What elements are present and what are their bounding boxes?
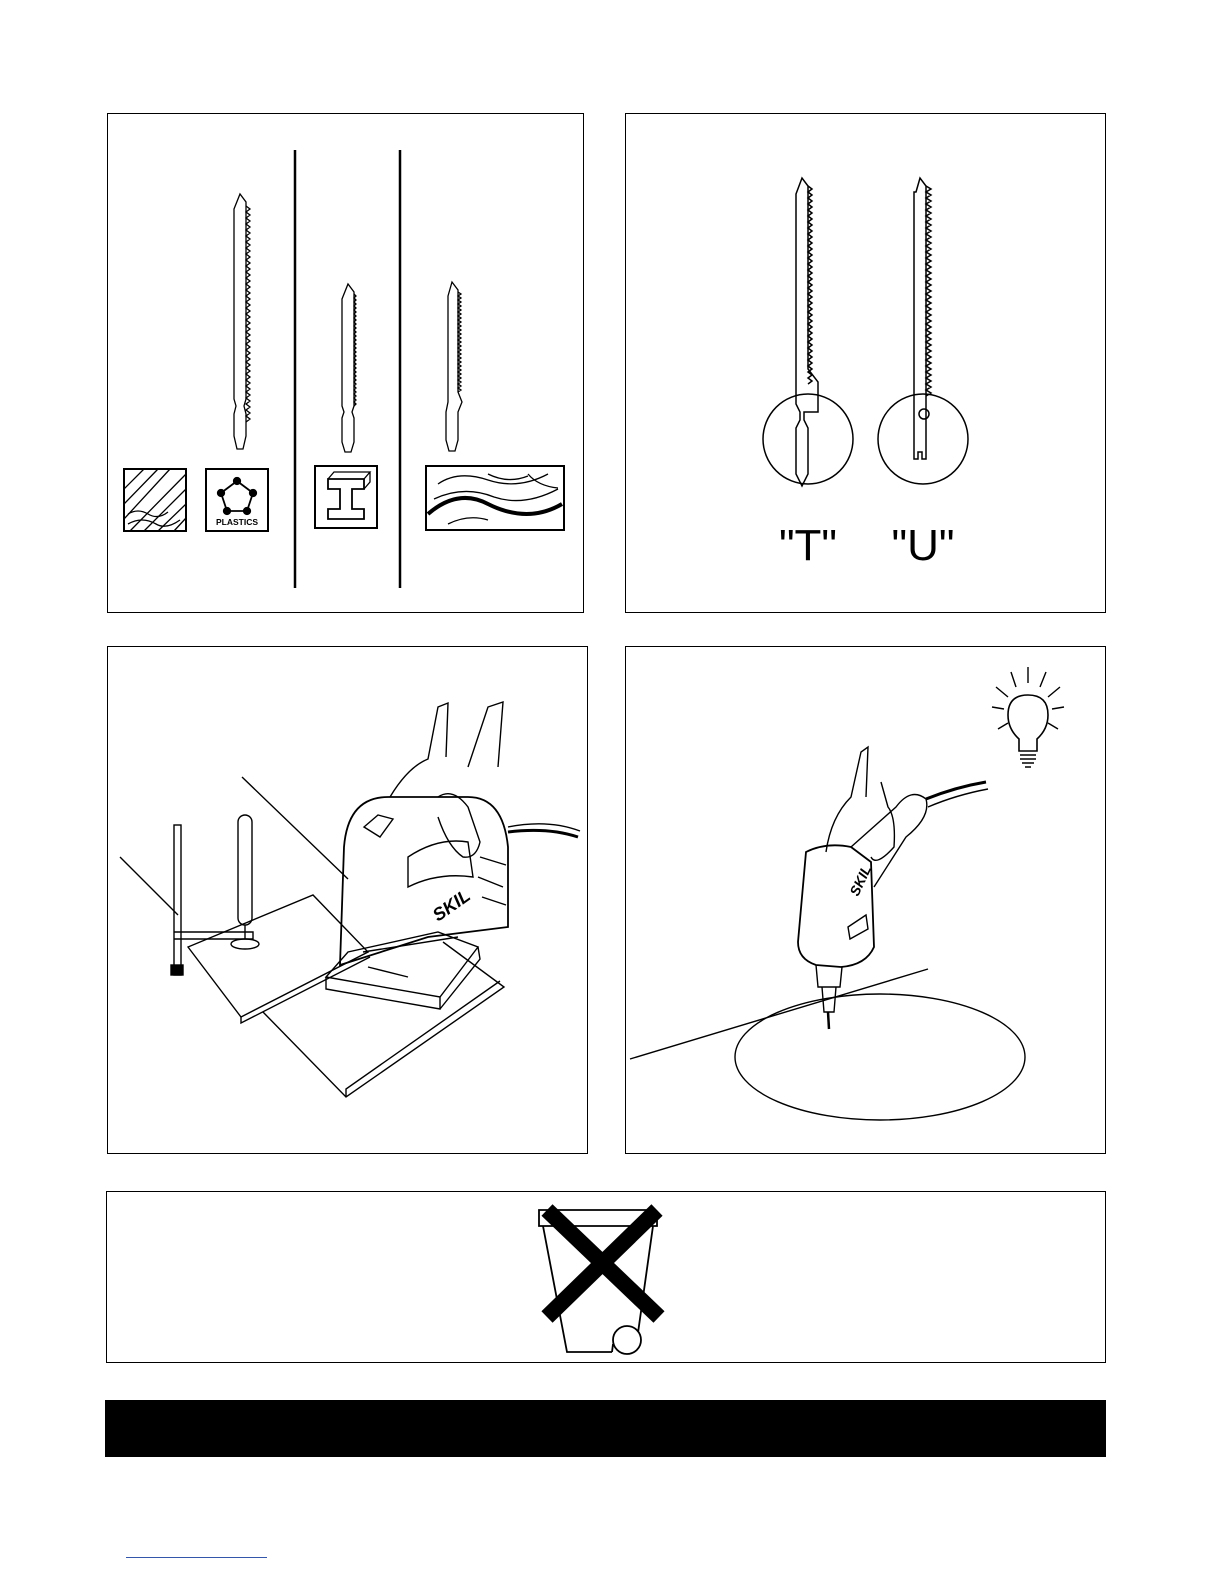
figure-jigsaw-cutting [107,646,588,1154]
light-bulb-icon [992,667,1064,767]
clamp-icon [171,815,259,975]
drill-lamp-illustration [626,647,1107,1155]
lower-board [263,942,504,1097]
footer-rule [126,1557,267,1558]
metal-blade-icon [342,284,356,452]
wood-blade-icon [234,194,250,449]
figure-shank-types [625,113,1106,613]
hand-icon [826,747,894,860]
curve-cut-material-icon [426,466,564,530]
plastics-label: PLASTICS [215,517,259,527]
figure-disposal-symbol [106,1191,1106,1363]
crossed-bin-icon [107,1192,1107,1364]
t-shank-label: "T" [778,521,838,570]
u-shank-label: "U" [891,521,955,570]
jigsaw-brand: SKIL [428,885,474,926]
curve-blade-icon [446,282,462,451]
table-edge [120,777,348,915]
t-shank-blade-icon [763,178,853,486]
black-footer-bar [105,1400,1106,1457]
figure-drill-lamp [625,646,1106,1154]
wood-material-icon [124,469,186,531]
light-spot [735,994,1025,1120]
drill-brand: SKIL [846,862,875,899]
shank-types-illustration [626,114,1107,614]
u-shank-blade-icon [878,178,968,484]
work-surface-edge [630,969,928,1059]
blade-types-illustration [108,114,585,614]
jigsaw-cutting-illustration [108,647,589,1155]
figure-blade-types [107,113,584,613]
hand-icon [390,702,503,857]
metal-material-icon [315,466,377,528]
